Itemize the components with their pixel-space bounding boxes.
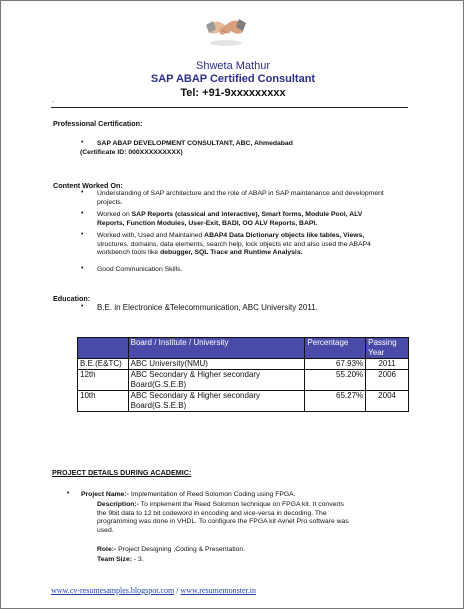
project-description-line-2: the 9bit data to 12 bit codeword in encoding and vice-versa in decoding. The [97, 509, 327, 517]
project-role-label: Role:- [97, 546, 117, 553]
project-description-line-1: To implement the Reed Solomon technique on FPGA kit. It converts [138, 501, 344, 508]
education-degree: B.E. in Electronice &Telecommunication, ABC University 2011. [97, 303, 318, 312]
project-team-label: Team Size: [97, 556, 133, 563]
content-item-1 [97, 190, 384, 207]
project-description-label: Description:- [97, 501, 139, 508]
content-item-2-line-2: Reports, Function Modules, User-Exit, BADI, OO ALV Reports, BAPI. [97, 219, 318, 227]
content-item-1-line-1: Understanding of SAP architecture and the role of ABAP in SAP maintenance and development [97, 190, 384, 197]
table-cell: 55.20% [305, 370, 366, 391]
education-table [77, 337, 409, 412]
content-item-2-bold: SAP Reports (classical and interactive), Smart forms, Module Pool, ALV [131, 211, 363, 218]
project-team-value: - 3. [132, 556, 144, 563]
certification-item: SAP ABAP DEVELOPMENT CONSULTANT, ABC, Ahmedabad [97, 140, 293, 147]
bullet-icon: • [81, 231, 84, 238]
candidate-title: SAP ABAP Certified Consultant [150, 73, 316, 85]
project-role [97, 546, 245, 555]
footer-link-cv-resumesamples[interactable]: www.cv-resumesamples.blogspot.com [51, 586, 175, 595]
content-item-3-line-3-lead: workbench tools like [97, 249, 161, 257]
project-description [97, 501, 409, 535]
content-item-2-lead: Worked on [97, 211, 132, 218]
footer-links [51, 586, 256, 595]
table-cell: B.E.(E&TC) [78, 359, 129, 370]
project-role-value: Project Designing ,Coding & Presentation. [116, 546, 246, 553]
table-header-cell [78, 338, 129, 359]
table-cell: ABC Secondary & Higher secondary Board(G.S.E.B) [128, 370, 305, 391]
table-cell: 2004 [366, 391, 409, 412]
content-item-3-lead: Worked with, Used and Maintained [97, 232, 205, 239]
project-name-label: Project Name:- [81, 491, 129, 498]
candidate-phone: Tel: +91-9xxxxxxxxx [180, 87, 286, 99]
bullet-icon: • [81, 210, 84, 217]
table-cell: 12th [78, 370, 129, 391]
bullet-icon: • [81, 139, 84, 146]
content-item-1-line-2: projects. [97, 198, 123, 206]
table-row [78, 391, 409, 412]
table-cell: ABC University(NMU) [128, 359, 305, 370]
table-cell: 2006 [366, 370, 409, 391]
table-header-cell: Board / Institute / University [128, 338, 305, 359]
content-item-2 [97, 211, 362, 228]
bullet-icon: • [81, 189, 84, 196]
table-row [78, 359, 409, 370]
content-item-3-line-2: structures, domains, data elements, search help, lock objects etc and also used the ABAP4 [97, 240, 371, 248]
project-team-size [97, 556, 144, 565]
table-cell: 67.93% [305, 359, 366, 370]
footer-link-resumemonster[interactable]: www.resumemonster.in [180, 586, 256, 595]
content-item-3-bold: ABAP4 Data Dictionary objects like tables, Views, [204, 232, 365, 239]
table-cell: ABC Secondary & Higher secondary Board(G.S.E.B) [128, 391, 305, 412]
content-item-3 [97, 232, 371, 258]
candidate-name: Shweta Mathur [196, 60, 270, 72]
table-row [78, 370, 409, 391]
table-header-cell: Percentage [305, 338, 366, 359]
bullet-icon: • [67, 490, 70, 497]
stray-dot: . [52, 97, 54, 104]
bullet-icon: • [81, 265, 84, 272]
project-heading: PROJECT DETAILS DURING ACADEMIC: [52, 468, 192, 477]
table-header-row [78, 338, 409, 359]
table-cell: 65.27% [305, 391, 366, 412]
bullet-icon: • [81, 303, 84, 310]
project-name-value: Implementation of Reed Solomon Coding using FPGA. [128, 491, 296, 498]
table-cell: 10th [78, 391, 129, 412]
project-description-line-4: used. [97, 526, 114, 534]
content-item-4: Good Communication Skills. [97, 266, 183, 273]
header-divider [51, 107, 408, 108]
project-name [81, 491, 296, 500]
certification-heading: Professional Certification: [53, 119, 143, 128]
handshake-icon [204, 13, 248, 47]
content-heading: Content Worked On: [53, 181, 123, 190]
education-heading: Education: [53, 294, 91, 303]
project-description-line-3: programming was done in VHDL. To configure the FPGA kit Avnet Pro software was [97, 518, 349, 526]
table-header-cell: Passing Year [366, 338, 409, 359]
table-cell: 2011 [366, 359, 409, 370]
content-item-3-line-3-bold: debugger, SQL Trace and Runtime Analysis. [160, 249, 303, 257]
footer-separator: / [174, 586, 181, 595]
certification-id: (Certificate ID: 000XXXXXXXXX) [80, 149, 183, 156]
